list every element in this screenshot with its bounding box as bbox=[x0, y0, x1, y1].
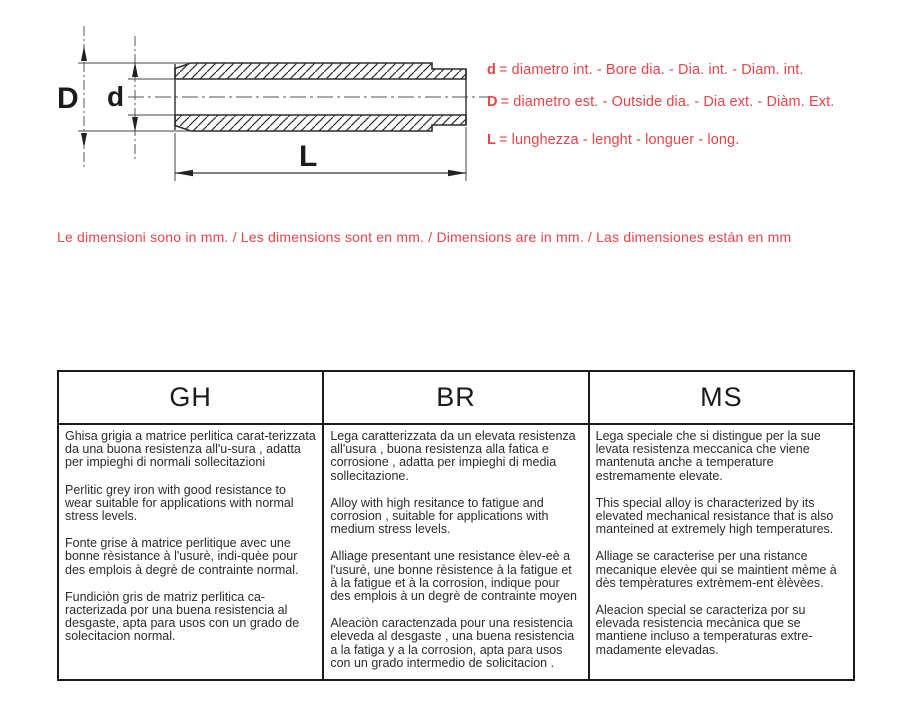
inner-diameter-label: d bbox=[107, 81, 125, 112]
legend-text-L: = lunghezza - lenght - longuer - long. bbox=[498, 132, 740, 148]
legend-item-bore-diameter bbox=[487, 62, 804, 78]
column-header-ms: MS bbox=[589, 371, 854, 424]
gh-paragraph-french: Fonte grise à matrice perlitique avec une bonne rèsistance à l'usurè, indi-quèe pour des emplois à degrè de contrainte normal. bbox=[65, 536, 299, 577]
br-paragraph-italian: Lega caratterizzata da un elevata resistenza all'usura , buona resistenza alla fatica e corrosione , adatta per impieghi di media sollecitazione. bbox=[330, 429, 576, 483]
ms-paragraph-italian: Lega speciale che si distingue per la sue levata resistenza meccanica che viene mantenuta anche a temperature estremamente elevate. bbox=[595, 429, 821, 483]
legend-text-d: = diametro int. - Bore dia. - Dia. int. - Diam. int. bbox=[498, 62, 804, 78]
bushing-section-drawing bbox=[0, 0, 495, 212]
inner-diameter-dimension bbox=[132, 36, 138, 160]
legend-text-D: = diametro est. - Outside dia. - Dia ext. - Diàm. Ext. bbox=[500, 94, 835, 110]
top-wall-section bbox=[175, 63, 466, 79]
materials-body-row bbox=[58, 424, 854, 680]
gh-paragraph-english: Perlitic grey iron with good resistance to wear suitable for applications with normal stress levels. bbox=[65, 482, 294, 524]
material-cell-ms bbox=[589, 424, 854, 680]
legend-symbol-D: D bbox=[487, 94, 498, 110]
br-paragraph-spanish: Aleaciòn caractenzada pour una resistencia eleveda al desgaste , una buena resistencia a la fatiga y a la corrosion, apta para usos con un grado intermedio de solicitacion . bbox=[330, 616, 575, 670]
material-cell-br bbox=[323, 424, 588, 680]
legend-symbol-L: L bbox=[487, 132, 496, 148]
length-dimension bbox=[175, 127, 466, 181]
column-header-br: BR bbox=[323, 371, 588, 424]
legend-item-outside-diameter bbox=[487, 94, 834, 110]
gh-paragraph-spanish: Fundiciòn gris de matriz perlitica ca-racterizada por una buena resistencia al desgaste, apta para usos con un grado de solecitacion normal. bbox=[65, 589, 300, 644]
outer-diameter-label: D bbox=[57, 82, 79, 115]
materials-table bbox=[57, 370, 855, 681]
column-header-gh: GH bbox=[58, 371, 323, 424]
length-label: L bbox=[299, 140, 318, 173]
ms-paragraph-spanish: Aleacion special se caracteriza por su elevada resistencia mecànica que se mantiene incluso a temperaturas extre-madamente elevadas. bbox=[595, 603, 813, 657]
legend-symbol-d: d bbox=[487, 62, 496, 78]
material-cell-gh bbox=[58, 424, 323, 680]
ms-paragraph-english: This special alloy is characterized by its elevated mechanical resistance that is also manteined at extremely high temperatures. bbox=[595, 495, 834, 537]
materials-header-row bbox=[58, 371, 854, 424]
outer-diameter-dimension bbox=[81, 26, 87, 168]
bottom-wall-section bbox=[175, 115, 466, 131]
br-paragraph-french: Alliage presentant une resistance èlev-eè a l'usurè, une bonne rèsistence à la fatigue et à la fatigue et à la corrosion, indique pour des emplois à un degrè de contrainte moyen bbox=[330, 549, 578, 604]
gh-paragraph-italian: Ghisa grigia a matrice perlitica carat-terizzata da una buona resistenza all'u-sura , adatta per impieghi di normali sollecitazioni bbox=[65, 429, 316, 470]
dimensions-note: Le dimensioni sono in mm. / Les dimensions sont en mm. / Dimensions are in mm. / Las dimensiones están en mm bbox=[57, 229, 792, 245]
legend-item-length bbox=[487, 132, 739, 148]
ms-paragraph-french: Alliage se caracterise per una ristance mecanique elevèe qui se maintient mème à dès tempèratures extrèmem-ent èlèvèes. bbox=[595, 549, 837, 590]
br-paragraph-english: Alloy with high resitance to fatigue and corrosion , suitable for applications with medium stress levels. bbox=[330, 495, 549, 537]
